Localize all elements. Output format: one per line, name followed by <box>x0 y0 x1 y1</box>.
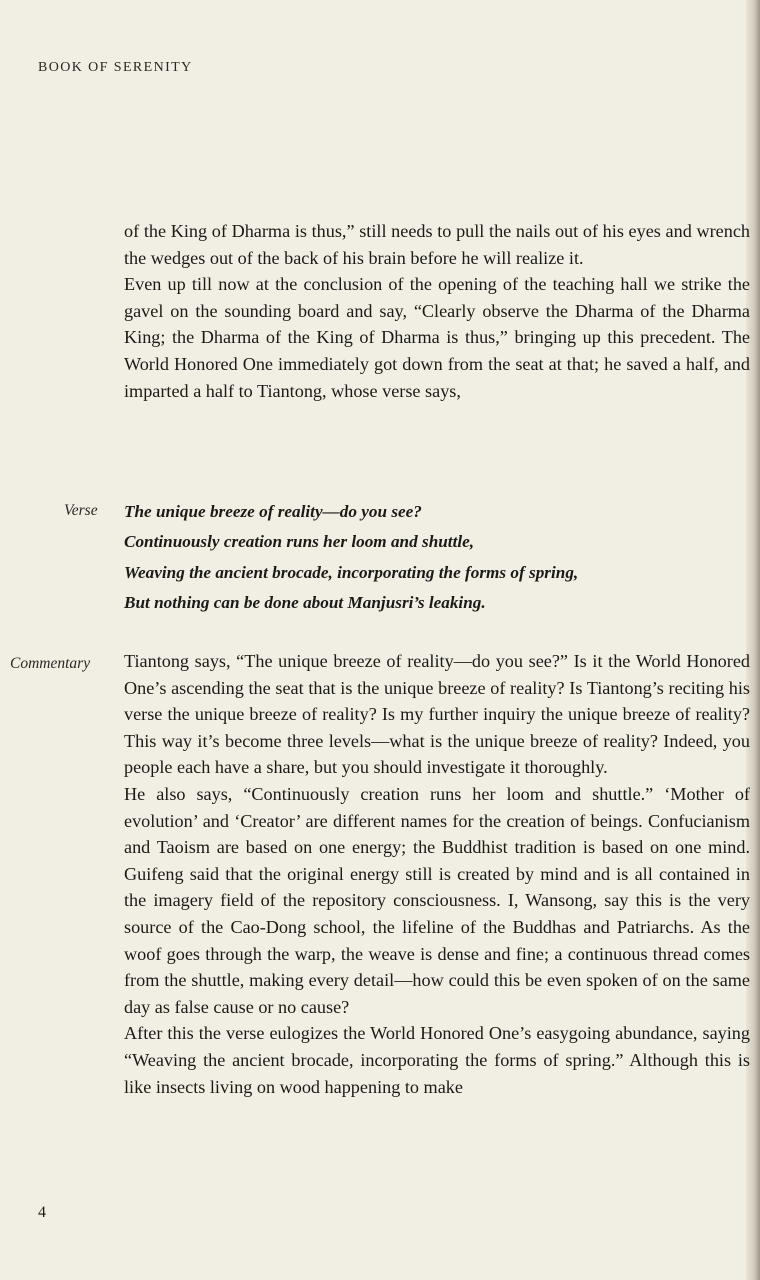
page-number: 4 <box>38 1204 46 1221</box>
running-head: BOOK OF SERENITY <box>38 60 193 75</box>
verse-block <box>124 497 750 618</box>
verse-label: Verse <box>64 502 98 519</box>
verse-line: Continuously creation runs her loom and shuttle, <box>124 532 475 552</box>
verse-line: The unique breeze of reality—do you see? <box>124 502 422 521</box>
paragraph: After this the verse eulogizes the World Honored One’s easygoing abundance, saying “Weaving the ancient brocade, incorporating the forms of spring.” Although this is like insects living on wood happening to make <box>124 1023 750 1097</box>
commentary-block <box>124 648 750 1100</box>
paragraph: Tiantong says, “The unique breeze of reality—do you see?” Is it the World Honored One’s ascending the seat that is the unique breeze of reality? Is Tiantong’s reciting his verse the unique breeze of reality? Is my further inquiry the unique breeze of reality? This way it’s become three levels—what is the unique breeze of reality? Indeed, you people each have a share, but you should investigate it thoroughly. <box>124 651 750 778</box>
passage-top <box>124 218 750 404</box>
verse-line: But nothing can be done about Manjusri’s leaking. <box>124 592 486 612</box>
commentary-label: Commentary <box>10 655 91 672</box>
verse-line: Weaving the ancient brocade, incorporating the forms of spring, <box>124 562 579 582</box>
paragraph: of the King of Dharma is thus,” still needs to pull the nails out of his eyes and wrench the wedges out of the back of his brain before he will realize it. <box>124 221 750 268</box>
paragraph: He also says, “Continuously creation runs her loom and shuttle.” ‘Mother of evolution’ and ‘Creator’ are different names for the creation of beings. Confucianism and Taoism are based on one energy; the Buddhist tradition is based on one mind. Guifeng said that the original energy still is created by mind and is all contained in the imagery field of the repository consciousness. I, Wansong, say this is the very source of the Cao-Dong school, the lifeline of the Buddhas and Patriarchs. As the woof goes through the warp, the weave is dense and fine; a continuous thread comes from the shuttle, making every detail—how could this be even spoken of on the same day as false cause or no cause? <box>124 783 750 1017</box>
paragraph: Even up till now at the conclusion of the opening of the teaching hall we strike the gavel on the sounding board and say, “Clearly observe the Dharma of the Dharma King; the Dharma of the King of Dharma is thus,” bringing up this precedent. The World Honored One immediately got down from the seat at that; he saved a half, and imparted a half to Tiantong, whose verse says, <box>124 274 750 401</box>
